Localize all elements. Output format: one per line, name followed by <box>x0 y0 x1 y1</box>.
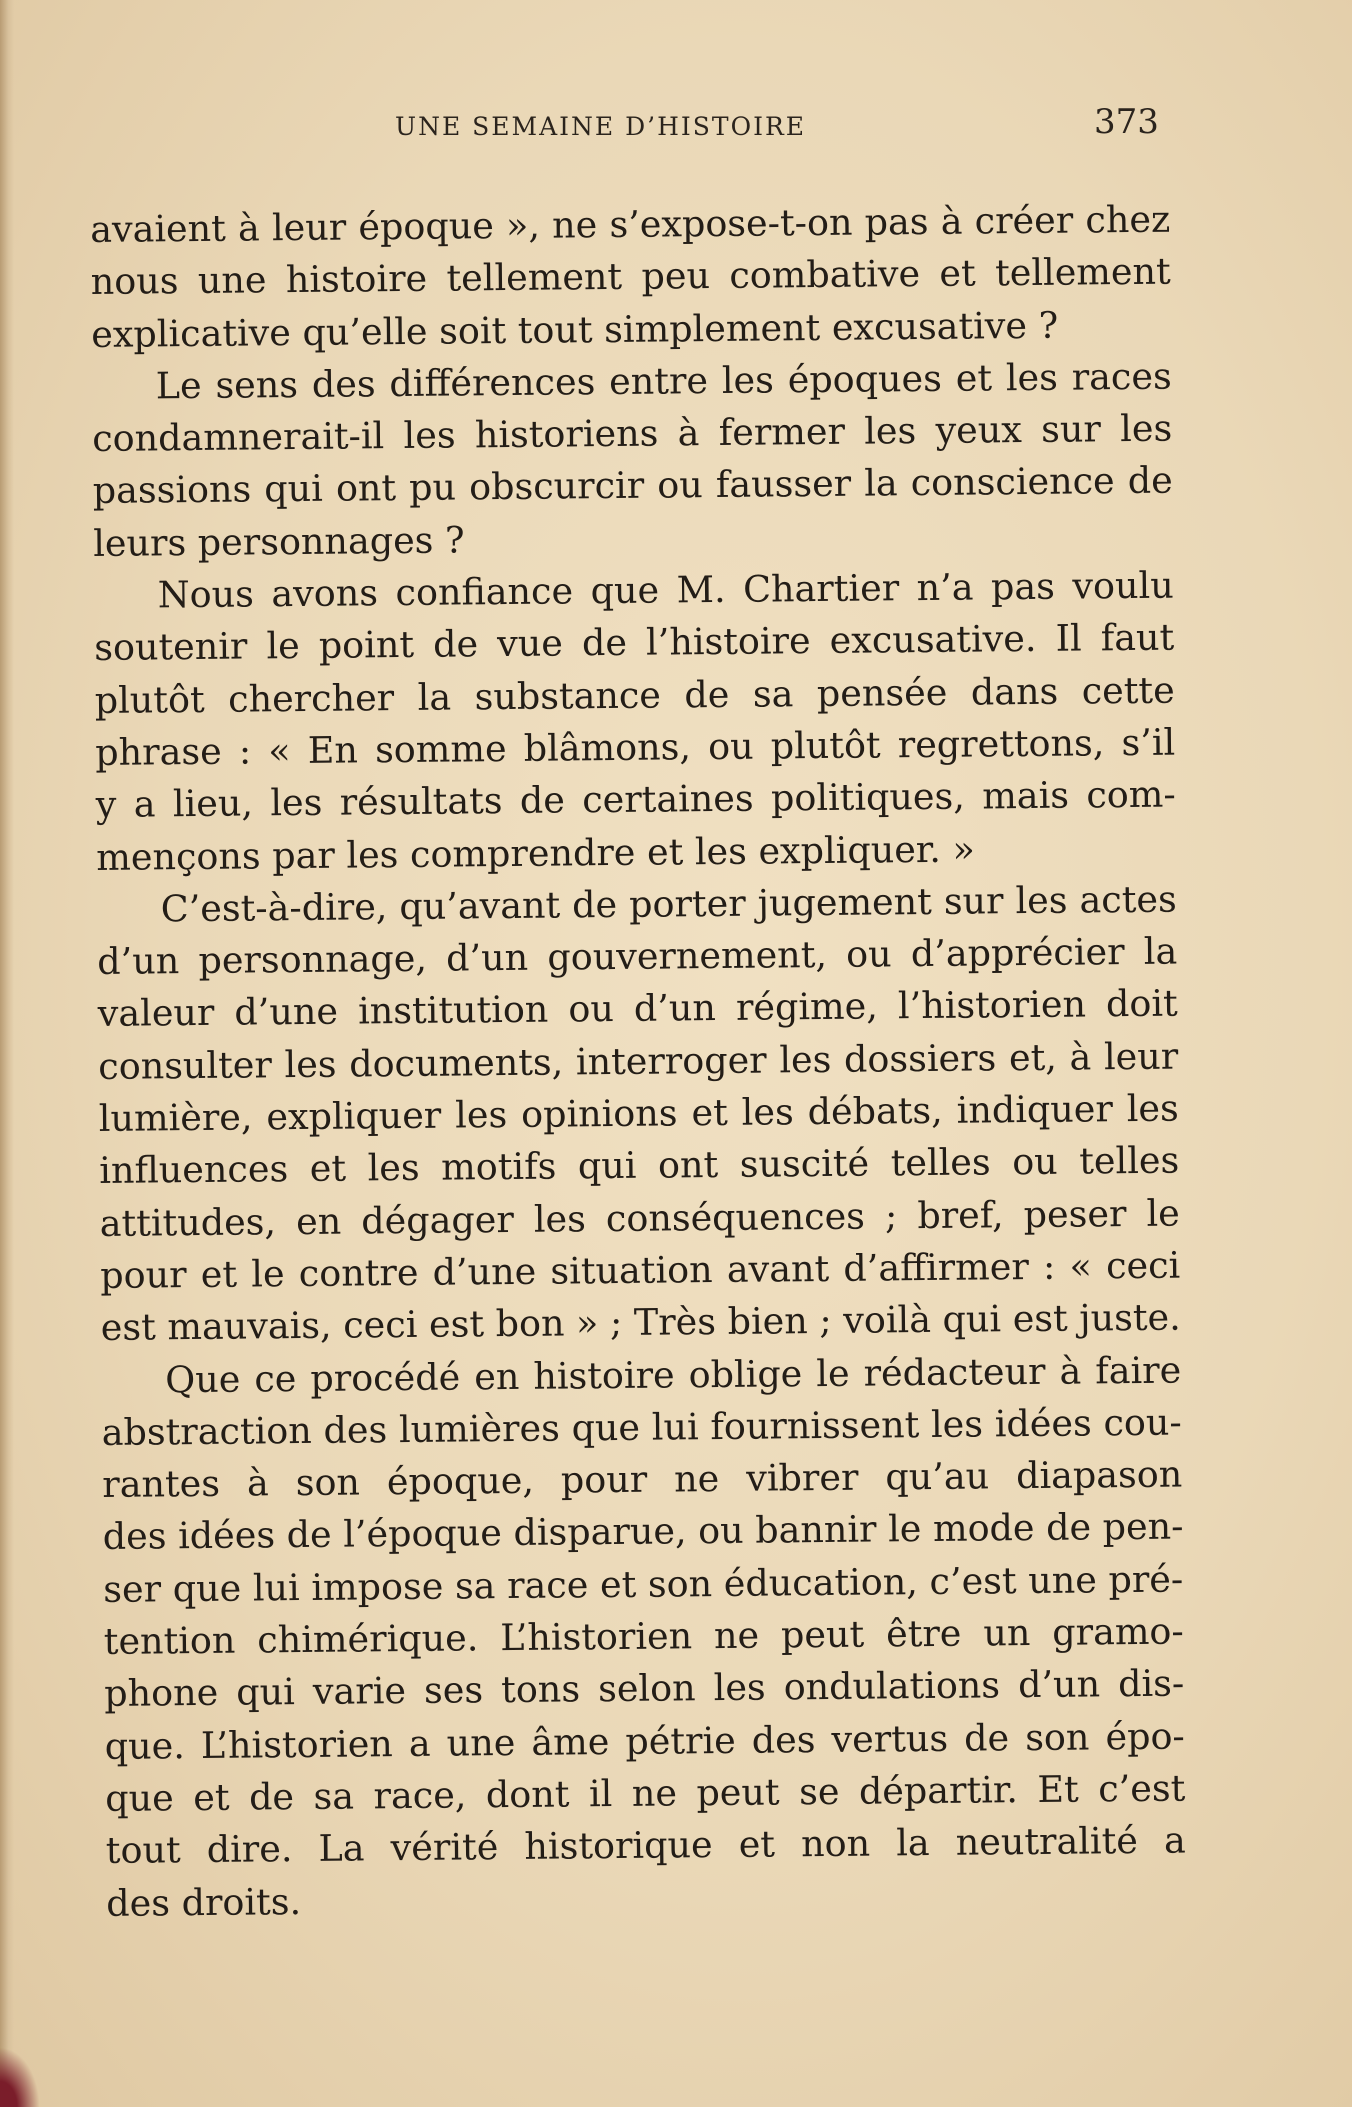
text-line: tention chimérique. L’historien ne peut être un gramo- <box>103 1609 1184 1663</box>
text-line: C’est-à-dire, qu’avant de porter jugement sur les actes <box>160 877 1177 931</box>
page-number: 373 <box>1094 102 1159 142</box>
text-line: consulter les documents, interroger les dossiers et, à leur <box>98 1034 1179 1088</box>
text-line: pour et le contre d’une situation avant d’affirmer : « ceci <box>100 1243 1181 1297</box>
text-line: y a lieu, les résultats de certaines politiques, mais com- <box>95 772 1176 827</box>
text-line: Le sens des différences entre les époques et les races <box>155 354 1172 408</box>
text-line: Nous avons confiance que M. Chartier n’a pas voulu <box>157 563 1174 617</box>
text-line: est mauvais, ceci est bon » ; Très bien ; voilà qui est juste. <box>100 1295 1181 1350</box>
text-line: soutenir le point de vue de l’histoire excusative. Il faut <box>94 615 1175 670</box>
text-line: leurs personnages ? <box>93 518 465 565</box>
text-line: d’un personnage, d’un gouvernement, ou d’apprécier la <box>97 929 1178 984</box>
text-line: des idées de l’époque disparue, ou bannir le mode de pen- <box>102 1504 1184 1559</box>
text-line: mençons par les comprendre et les expliquer. » <box>96 827 975 879</box>
text-line: des droits. <box>106 1879 302 1925</box>
text-line: phone qui varie ses tons selon les ondulations d’un dis- <box>104 1661 1185 1716</box>
text-line: valeur d’une institution ou d’un régime, l’historien doit <box>97 982 1178 1036</box>
text-line: condamnerait-il les historiens à fermer les yeux sur les <box>92 406 1173 461</box>
body-text <box>90 194 1187 1930</box>
text-line: que et de sa race, dont il ne peut se départir. Et c’est <box>105 1766 1186 1820</box>
text-line: passions qui ont pu obscurcir ou fausser la conscience de <box>92 459 1173 513</box>
text-line: ser que lui impose sa race et son éducation, c’est une pré- <box>103 1557 1184 1611</box>
text-line: Que ce procédé en histoire oblige le rédacteur à faire <box>165 1348 1182 1401</box>
text-line: avaient à leur époque », ne s’expose-t-on pas à créer chez <box>90 197 1171 251</box>
text-line: tout dire. La vérité historique et non la neutralité a <box>105 1818 1186 1873</box>
binding-corner <box>0 2047 40 2107</box>
text-line: attitudes, en dégager les conséquences ; bref, peser le <box>99 1191 1180 1245</box>
text-line: que. L’historien a une âme pétrie des vertus de son épo- <box>104 1714 1185 1768</box>
text-line: rantes à son époque, pour ne vibrer qu’au diapason <box>102 1452 1183 1507</box>
page-gutter-shadow <box>0 0 14 2107</box>
text-line: nous une histoire tellement peu combative et tellement <box>90 249 1171 304</box>
text-line: plutôt chercher la substance de sa pensée dans cette <box>94 668 1175 722</box>
text-line: phrase : « En somme blâmons, ou plutôt regrettons, s’il <box>95 720 1176 774</box>
text-line: explicative qu’elle soit tout simplement excusative ? <box>91 303 1059 356</box>
text-line: abstraction des lumières que lui fournissent les idées cou- <box>101 1400 1182 1454</box>
text-line: influences et les motifs qui ont suscité telles ou telles <box>99 1138 1180 1193</box>
running-head: UNE SEMAINE D’HISTOIRE <box>395 112 807 141</box>
text-line: lumière, expliquer les opinions et les débats, indiquer les <box>98 1086 1179 1141</box>
